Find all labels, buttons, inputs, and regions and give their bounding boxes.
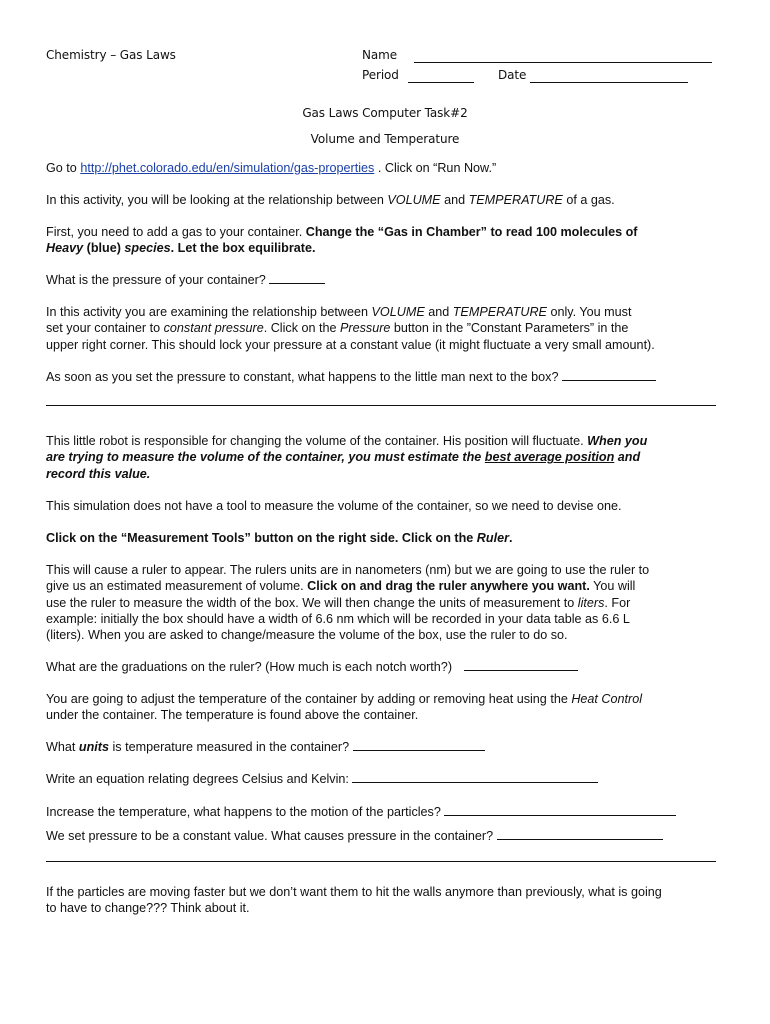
temperature-term: TEMPERATURE	[468, 193, 563, 207]
equation-question	[46, 771, 726, 787]
blue-term: (blue)	[83, 241, 125, 256]
little-man-answer-blank[interactable]	[562, 369, 656, 381]
little-man-question	[46, 369, 726, 385]
simulation-link[interactable]: http://phet.colorado.edu/en/simulation/gas-properties	[80, 161, 375, 175]
name-field[interactable]	[414, 62, 712, 63]
heat-line-2: under the container. The temperature is found above the container.	[46, 708, 419, 723]
page-title: Gas Laws Computer Task#2	[302, 106, 468, 120]
units-term: units	[78, 740, 109, 754]
date-label: Date	[498, 68, 527, 82]
constant-answer-line[interactable]	[46, 861, 716, 862]
record-value-text: record this value.	[46, 466, 151, 481]
species-term: species	[124, 241, 171, 256]
ruler-paragraph	[46, 562, 726, 643]
little-man-question-text: As soon as you set the pressure to constant, what happens to the little man next to the box?	[46, 370, 559, 384]
and-text: and	[440, 193, 469, 207]
pressure-question-text: What is the pressure of your container?	[46, 273, 266, 287]
increase-question-text: Increase the temperature, what happens to the motion of the particles?	[46, 805, 441, 819]
liters-term: liters	[577, 595, 605, 610]
and-text-2: and	[424, 305, 453, 319]
name-label	[362, 48, 397, 62]
ruler-line-3c: . For	[604, 595, 631, 610]
measurement-tools-paragraph	[46, 530, 726, 546]
constant-answer-blank[interactable]	[497, 828, 663, 840]
heat-text: You are going to adjust the temperature of the container by adding or removing heat using the	[46, 692, 572, 706]
ruler-line-3a: use the ruler to measure the width of the box. We will then change the units of measurement to	[46, 595, 578, 610]
pressure-question	[46, 272, 726, 288]
and-text-3: and	[614, 450, 641, 465]
constant-parameters-text: button in the ”Constant Parameters” in the	[390, 321, 629, 336]
ruler-line-5: (liters). When you are asked to change/measure the volume of the box, use the ruler to do so.	[46, 628, 568, 643]
no-tool-paragraph: This simulation does not have a tool to measure the volume of the container, so we need to devise one.	[46, 499, 622, 513]
units-what: What	[46, 740, 79, 754]
heavy-term: Heavy	[46, 241, 84, 256]
date-field[interactable]	[530, 82, 688, 83]
heat-control-term: Heat Control	[571, 692, 643, 706]
drag-ruler-instruction: Click on and drag the ruler anywhere you want.	[307, 579, 590, 594]
robot-paragraph	[46, 433, 726, 482]
intro-paragraph	[46, 160, 726, 176]
period-label: Period	[362, 68, 399, 82]
ruler-line-4: example: initially the box should have a width of 6.6 nm which will be recorded in your data table as 6.6 L	[46, 611, 630, 626]
graduations-question	[46, 659, 726, 675]
measurement-tools-text: Click on the “Measurement Tools” button on the right side. Click on the	[46, 531, 477, 545]
temperature-term-2: TEMPERATURE	[452, 305, 547, 319]
little-man-answer-line[interactable]	[46, 405, 716, 406]
final-line-2: to have to change??? Think about it.	[46, 901, 250, 916]
when-you-text: When you	[587, 434, 648, 448]
ruler-term: Ruler	[476, 531, 509, 545]
pressure-answer-blank[interactable]	[269, 272, 325, 284]
graduations-question-text: What are the graduations on the ruler? (How much is each notch worth?)	[46, 660, 453, 674]
equation-question-text: Write an equation relating degrees Celsius and Kelvin:	[46, 772, 349, 786]
course-title: Chemistry – Gas Laws	[46, 48, 176, 62]
units-answer-blank[interactable]	[353, 739, 485, 751]
first-text: First, you need to add a gas to your container.	[46, 225, 306, 239]
increase-question	[46, 804, 726, 820]
final-paragraph	[46, 884, 726, 917]
activity-paragraph	[46, 192, 726, 208]
graduations-answer-blank[interactable]	[464, 659, 578, 671]
final-line-1: If the particles are moving faster but we don’t want them to hit the walls anymore than previously, what is going	[46, 885, 662, 899]
activity-text: In this activity, you will be looking at the relationship between	[46, 193, 388, 207]
increase-answer-blank[interactable]	[444, 804, 676, 816]
measurement-end: .	[509, 531, 513, 545]
equilibrate-text: . Let the box equilibrate.	[170, 241, 316, 256]
gas-chamber-instruction: Change the “Gas in Chamber” to read 100 molecules of	[305, 225, 638, 239]
constant-question-text: We set pressure to be a constant value. What causes pressure in the container?	[46, 829, 494, 843]
units-question-text: is temperature measured in the container?	[109, 740, 350, 754]
page-subtitle: Volume and Temperature	[310, 132, 460, 146]
name-label-text: Name	[362, 48, 398, 62]
heat-paragraph	[46, 691, 726, 724]
must-text: only. You must	[546, 305, 632, 319]
click-on-text: . Click on the	[263, 321, 341, 336]
best-average-position: best average position	[484, 450, 615, 465]
estimate-text: are trying to measure the volume of the container, you must estimate the	[46, 450, 485, 465]
constant-question	[46, 828, 726, 844]
equation-answer-blank[interactable]	[352, 771, 598, 783]
go-to-text: Go to	[46, 161, 81, 175]
volume-term-2: VOLUME	[371, 305, 425, 319]
examine-text: In this activity you are examining the relationship between	[46, 305, 372, 319]
period-field[interactable]	[408, 82, 474, 83]
examine-paragraph	[46, 304, 726, 353]
ruler-line-1: This will cause a ruler to appear. The rulers units are in nanometers (nm) but we are going to use the ruler to	[46, 563, 650, 577]
ruler-line-2a: give us an estimated measurement of volume.	[46, 579, 308, 594]
constant-pressure-term: constant pressure	[163, 321, 264, 336]
set-container-text: set your container to	[46, 321, 164, 336]
upper-right-text: upper right corner. This should lock your pressure at a constant value (it might fluctuate a very small amount).	[46, 337, 655, 352]
activity-end: of a gas.	[562, 193, 615, 207]
pressure-button-term: Pressure	[340, 321, 391, 336]
robot-text: This little robot is responsible for changing the volume of the container. His position will fluctuate.	[46, 434, 588, 448]
first-paragraph	[46, 224, 726, 257]
units-question	[46, 739, 726, 755]
volume-term: VOLUME	[387, 193, 441, 207]
run-now-text: . Click on “Run Now.”	[374, 161, 497, 175]
ruler-line-2c: You will	[589, 579, 636, 594]
